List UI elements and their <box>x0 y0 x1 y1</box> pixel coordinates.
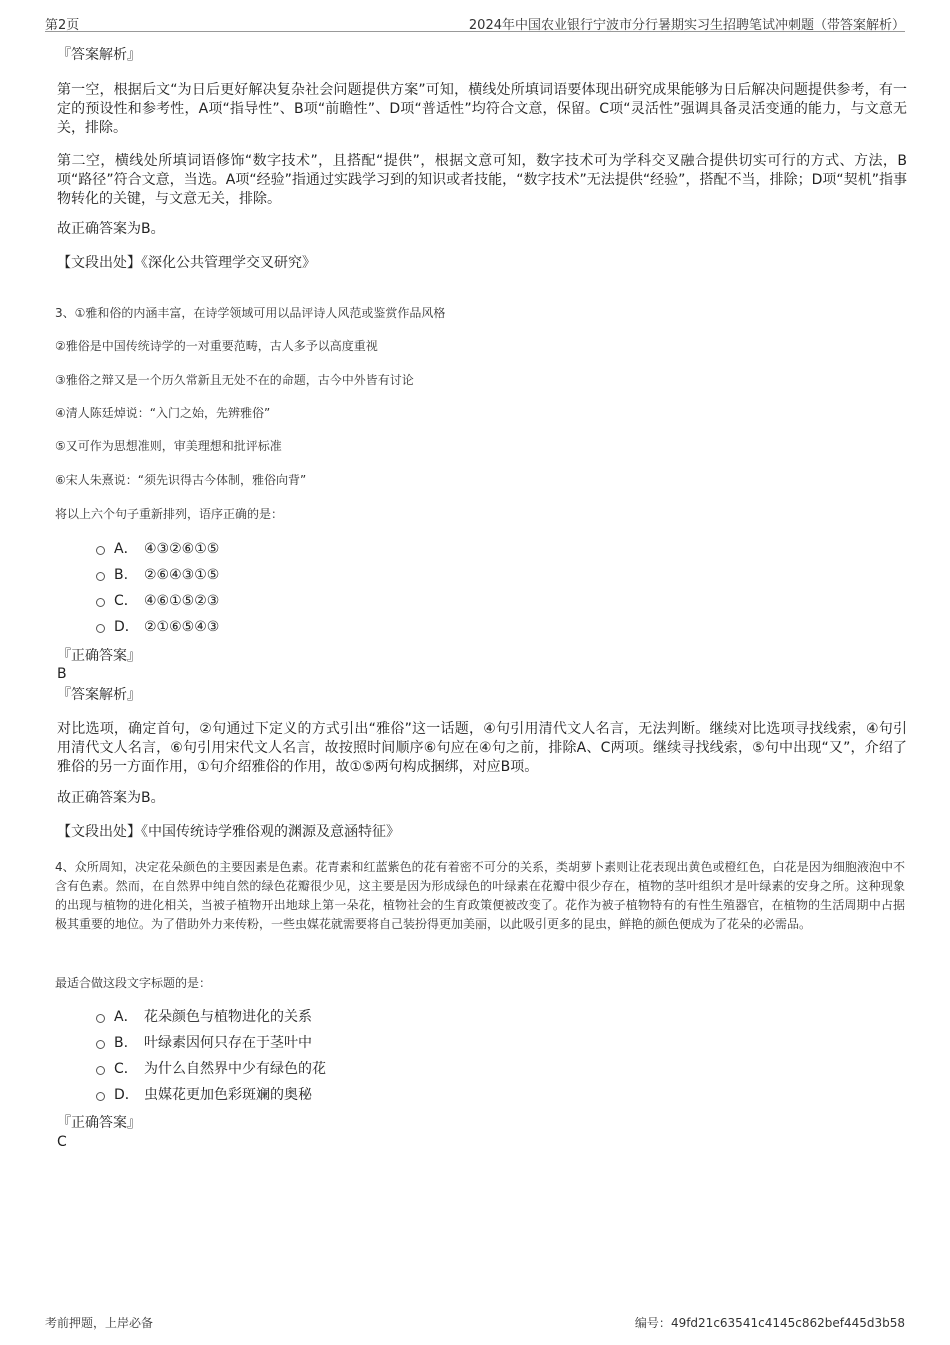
q4-passage: 4、众所周知，决定花朵颜色的主要因素是色素。花青素和红蓝紫色的花有着密不可分的关系，类胡萝卜素则让花表现出黄色或橙红色，白花是因为细胞液泡中不含有色素。然而，在自然界中纯自然的绿色花瓣很少见，这主要是因为形成绿色的叶绿素在花瓣中很少存在，植物的茎叶组织才是叶绿素的安身之所。这种现象的出现与植物的进化相关，当被子植物开出地球上第一朵花，植物社会的生育政策便被改变了。花作为被子植物特有的有性生殖器官，在植物的生活周期中占据极其重要的地位。为了借助外力来传粉，一些虫媒花就需要将自己装扮得更加美丽，以此吸引更多的昆虫，鲜艳的颜色便成为了花朵的必需品。 <box>55 860 905 931</box>
radio-icon[interactable] <box>96 572 105 581</box>
q3-analysis: 对比选项，确定首句，②句通过下定义的方式引出“雅俗”这一话题，④句引用清代文人名言，无法判断。继续对比选项寻找线索，④句引用清代文人名言，⑥句引用宋代文人名言，故按照时间顺序⑥句应在④句之前，排除A、C两项。继续寻找线索，⑤句中出现“又”，介绍了雅俗的另一方面作用，①句介绍雅俗的作用，故①⑤两句构成捆绑，对应B项。 <box>57 721 907 775</box>
q4-answer: C <box>57 1134 67 1150</box>
q2-analysis-para-1: 第一空，根据后文“为日后更好解决复杂社会问题提供方案”可知，横线处所填词语要体现出研究成果能够为日后解决问题提供参考，有一定的预设性和参考性，A项“指导性”、B项“前瞻性”、D项“普适性”均符合文意，保留。C项“灵活性”强调具备灵活变通的能力，与文意无关，排除。 <box>57 82 907 136</box>
q3-analysis-label: 『答案解析』 <box>57 687 141 703</box>
q3-option-a[interactable]: A． ④③②⑥①⑤ <box>96 540 219 559</box>
radio-icon[interactable] <box>96 624 105 633</box>
document-title: 2024年中国农业银行宁波市分行暑期实习生招聘笔试冲刺题（带答案解析） <box>468 18 905 33</box>
radio-icon[interactable] <box>96 1014 105 1023</box>
q2-conclusion: 故正确答案为B。 <box>57 221 165 237</box>
q3-sentence-1: 3、①雅和俗的内涵丰富，在诗学领域可用以品评诗人风范或鉴赏作品风格 <box>55 306 446 320</box>
q4-answer-label: 『正确答案』 <box>57 1115 141 1131</box>
q4-option-c[interactable]: C． 为什么自然界中少有绿色的花 <box>96 1060 326 1079</box>
radio-icon[interactable] <box>96 598 105 607</box>
q3-sentence-2: ②雅俗是中国传统诗学的一对重要范畴，古人多予以高度重视 <box>55 339 378 353</box>
q3-sentence-5: ⑤又可作为思想准则，审美理想和批评标准 <box>55 439 282 453</box>
q3-conclusion: 故正确答案为B。 <box>57 790 165 806</box>
radio-icon[interactable] <box>96 546 105 555</box>
q4-question: 最适合做这段文字标题的是： <box>55 976 212 990</box>
q2-source: 【文段出处】《深化公共管理学交叉研究》 <box>57 255 316 271</box>
radio-icon[interactable] <box>96 1066 105 1075</box>
q4-option-d[interactable]: D． 虫媒花更加色彩斑斓的奥秘 <box>96 1086 312 1105</box>
q3-option-d[interactable]: D． ②①⑥⑤④③ <box>96 618 219 637</box>
footer-code <box>635 1314 905 1331</box>
q3-option-c[interactable]: C． ④⑥①⑤②③ <box>96 592 219 611</box>
q3-sentence-4: ④清人陈廷焯说：“入门之始，先辨雅俗” <box>55 406 271 420</box>
q2-analysis-para-2: 第二空，横线处所填词语修饰“数字技术”，且搭配“提供”，根据文意可知，数字技术可为学科交叉融合提供切实可行的方式、方法，B项“路径”符合文意，当选。A项“经验”指通过实践学习到的知识或者技能，“数字技术”无法提供“经验”，搭配不当，排除；D项“契机”指事物转化的关键，与文意无关，排除。 <box>57 153 907 207</box>
q3-option-b[interactable]: B. ②⑥④③①⑤ <box>96 566 219 585</box>
q4-option-a[interactable]: A． 花朵颜色与植物进化的关系 <box>96 1008 312 1027</box>
footer-slogan: 考前押题，上岸必备 <box>45 1316 154 1330</box>
page-number: 第2页 <box>45 18 80 33</box>
q4-option-b[interactable]: B. 叶绿素因何只存在于茎叶中 <box>96 1034 312 1053</box>
radio-icon[interactable] <box>96 1092 105 1101</box>
header-divider <box>45 31 905 32</box>
q3-answer-label: 『正确答案』 <box>57 648 141 664</box>
q3-sentence-3: ③雅俗之辩又是一个历久常新且无处不在的命题，古今中外皆有讨论 <box>55 373 414 387</box>
q3-sentence-6: ⑥宋人朱熹说：“须先识得古今体制，雅俗向背” <box>55 473 307 487</box>
q3-source: 【文段出处】《中国传统诗学雅俗观的渊源及意涵特征》 <box>57 824 400 840</box>
radio-icon[interactable] <box>96 1040 105 1049</box>
q3-answer: B <box>57 666 67 682</box>
footer-code-value: 49fd21c63541c4145c862bef445d3b58 <box>670 1316 905 1330</box>
q3-question: 将以上六个句子重新排列，语序正确的是： <box>55 507 284 521</box>
footer-code-label: 编号： <box>634 1316 671 1330</box>
q2-analysis-label: 『答案解析』 <box>57 47 141 63</box>
